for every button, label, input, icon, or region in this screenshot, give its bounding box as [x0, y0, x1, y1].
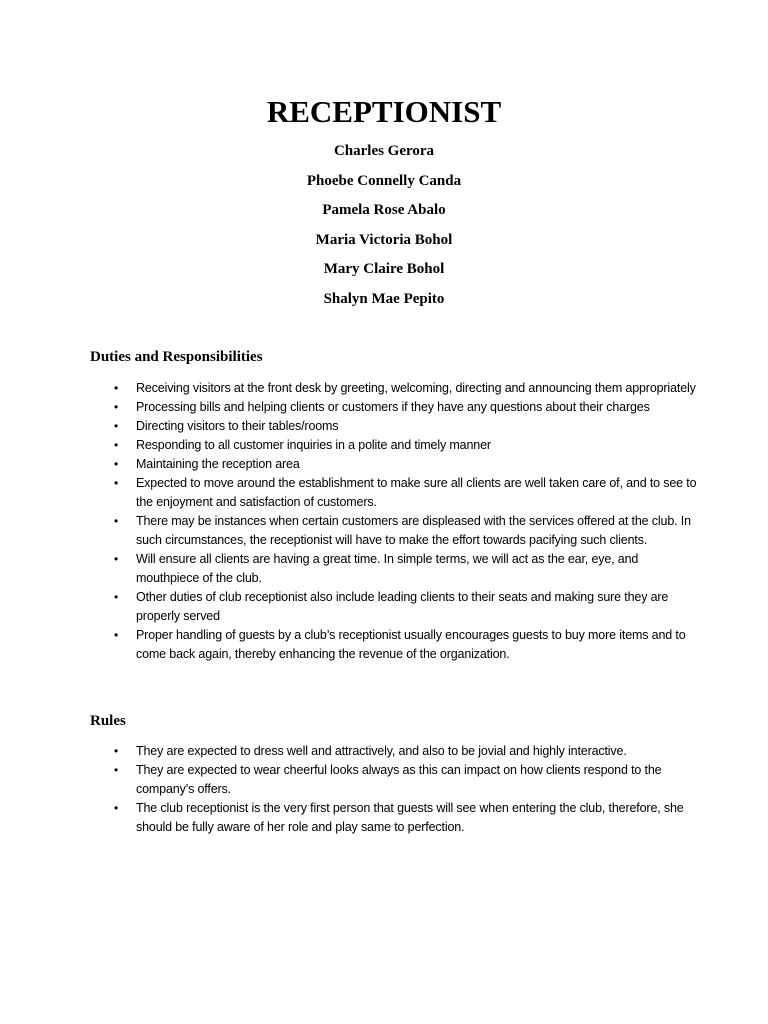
duty-item	[0, 379, 768, 398]
duty-text: Maintaining the reception area	[136, 457, 300, 471]
bullet-icon: •	[114, 590, 119, 604]
page-title: RECEPTIONIST	[266, 94, 502, 129]
bullet-icon: •	[114, 763, 119, 777]
duty-text: Processing bills and helping clients or customers if they have any questions about their charges	[136, 400, 650, 414]
member-name: Pamela Rose Abalo	[322, 202, 446, 219]
duty-item	[0, 512, 768, 550]
rule-text: The club receptionist is the very first person that guests will see when entering the club, therefore, she should be fully aware of her role and play same to perfection.	[136, 801, 684, 834]
rule-text: They are expected to wear cheerful looks always as this can impact on how clients respond to the company’s offers.	[136, 763, 662, 796]
member-name: Maria Victoria Bohol	[315, 231, 453, 248]
rule-text: They are expected to dress well and attractively, and also to be jovial and highly interactive.	[136, 744, 627, 758]
duty-item	[0, 588, 768, 626]
bullet-icon: •	[114, 438, 119, 452]
duty-item	[0, 626, 768, 664]
bullet-icon: •	[114, 400, 119, 414]
duty-item	[0, 436, 768, 455]
rules-heading: Rules	[90, 713, 126, 729]
member-name: Phoebe Connelly Canda	[306, 172, 462, 189]
duty-text: Responding to all customer inquiries in a polite and timely manner	[136, 438, 491, 452]
bullet-icon: •	[114, 628, 119, 642]
bullet-icon: •	[114, 514, 119, 528]
duty-text: Directing visitors to their tables/rooms	[136, 419, 339, 433]
bullet-icon: •	[114, 457, 119, 471]
duty-text: There may be instances when certain customers are displeased with the services offered at the club. In such circumstances, the receptionist will have to make the effort towards pacifying such clients.	[136, 514, 691, 547]
duty-text: Expected to move around the establishment to make sure all clients are well taken care of, and to see to the enjoyment and satisfaction of customers.	[136, 476, 697, 509]
bullet-icon: •	[114, 476, 119, 490]
duty-item	[0, 474, 768, 512]
bullet-icon: •	[114, 801, 119, 815]
rule-item	[0, 742, 768, 761]
rules-list	[0, 742, 768, 837]
member-name: Shalyn Mae Pepito	[323, 290, 445, 307]
duties-list	[0, 379, 768, 664]
duty-text: Will ensure all clients are having a great time. In simple terms, we will act as the ear, eye, and mouthpiece of the club.	[136, 552, 639, 585]
member-name: Mary Claire Bohol	[323, 261, 445, 278]
bullet-icon: •	[114, 552, 119, 566]
duties-heading: Duties and Responsibilities	[90, 349, 263, 365]
bullet-icon: •	[114, 419, 119, 433]
duty-text: Receiving visitors at the front desk by greeting, welcoming, directing and announcing them appropriately	[136, 381, 696, 395]
duty-text: Other duties of club receptionist also include leading clients to their seats and making sure they are properly served	[136, 590, 669, 623]
member-name: Charles Gerora	[333, 143, 435, 159]
duty-text: Proper handling of guests by a club’s receptionist usually encourages guests to buy more items and to come back again, thereby enhancing the revenue of the organization.	[136, 628, 686, 661]
rule-item	[0, 761, 768, 799]
duty-item	[0, 455, 768, 474]
member-name-list	[0, 140, 768, 318]
bullet-icon: •	[114, 744, 119, 758]
duty-item	[0, 417, 768, 436]
rule-item	[0, 799, 768, 837]
duty-item	[0, 398, 768, 417]
bullet-icon: •	[114, 381, 119, 395]
duty-item	[0, 550, 768, 588]
